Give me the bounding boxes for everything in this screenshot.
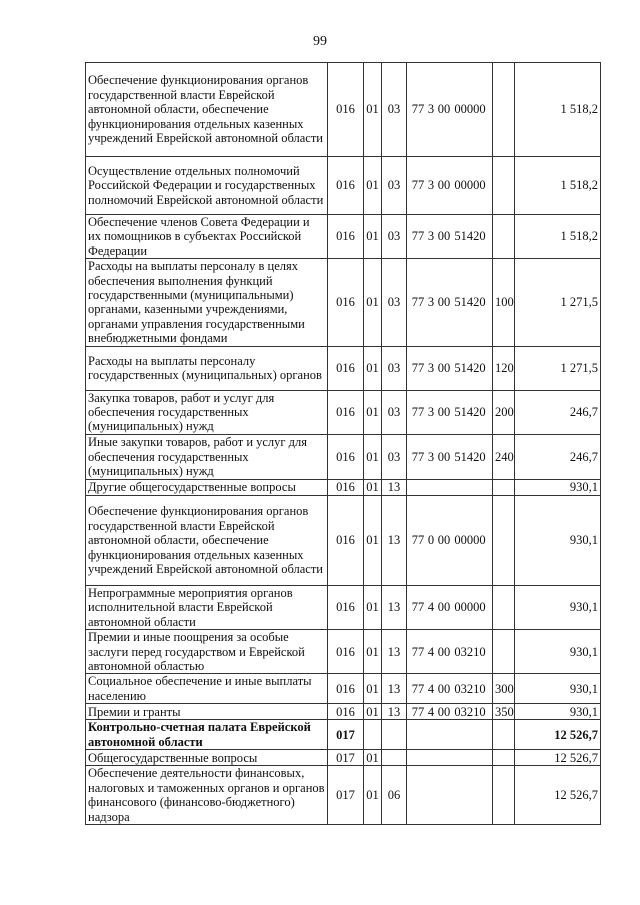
- row-rz: 01: [364, 674, 382, 704]
- csr-part: 00: [437, 681, 451, 696]
- row-ved: 016: [328, 434, 364, 479]
- csr-part: 51420: [454, 449, 486, 464]
- csr-part: 4: [427, 600, 435, 615]
- csr-part: 3: [427, 449, 435, 464]
- csr-part: 77: [411, 449, 425, 464]
- csr-part: 3: [427, 102, 435, 117]
- row-ved: 016: [328, 390, 364, 434]
- table-row: [86, 346, 601, 390]
- table-row: [86, 630, 601, 674]
- row-vr: [493, 215, 515, 259]
- row-rz: 01: [364, 259, 382, 346]
- row-sum: 930,1: [515, 704, 601, 720]
- row-ved: 016: [328, 630, 364, 674]
- csr-part: 00: [437, 229, 451, 244]
- row-sum: 1 518,2: [515, 157, 601, 215]
- row-rz: 01: [364, 630, 382, 674]
- row-name: Осуществление отдельных полномочий Российской Федерации и государственных полномочий Еврейской автономной области: [86, 157, 328, 215]
- row-name: Расходы на выплаты персоналу государственных (муниципальных) органов: [86, 346, 328, 390]
- csr-part: 77: [411, 533, 425, 548]
- csr-part: 3: [427, 295, 435, 310]
- csr-part: 4: [427, 704, 435, 719]
- table-row: [86, 720, 601, 750]
- row-ved: 016: [328, 674, 364, 704]
- csr-part: 3: [427, 229, 435, 244]
- row-ved: 016: [328, 215, 364, 259]
- row-pr: 03: [382, 215, 407, 259]
- row-name: Контрольно-счетная палата Еврейской автономной области: [86, 720, 328, 750]
- csr-part: 00000: [454, 533, 486, 548]
- csr-part: 00: [437, 533, 451, 548]
- csr-part: 00: [437, 360, 451, 375]
- row-sum: 246,7: [515, 434, 601, 479]
- table-row: [86, 750, 601, 766]
- csr-part: 00: [437, 295, 451, 310]
- csr-part: 77: [411, 360, 425, 375]
- csr-part: 77: [411, 600, 425, 615]
- row-sum: 12 526,7: [515, 766, 601, 825]
- row-name: Социальное обеспечение и иные выплаты населению: [86, 674, 328, 704]
- row-pr: 06: [382, 766, 407, 825]
- row-pr: [382, 720, 407, 750]
- row-pr: 13: [382, 704, 407, 720]
- row-rz: 01: [364, 495, 382, 585]
- row-ved: 016: [328, 585, 364, 629]
- row-sum: 1 271,5: [515, 259, 601, 346]
- row-sum: 1 518,2: [515, 215, 601, 259]
- row-pr: 03: [382, 390, 407, 434]
- row-vr: 200: [493, 390, 515, 434]
- row-vr: 300: [493, 674, 515, 704]
- row-name: Обеспечение членов Совета Федерации и их помощников в субъектах Российской Федерации: [86, 215, 328, 259]
- row-rz: 01: [364, 704, 382, 720]
- csr-part: 4: [427, 644, 435, 659]
- row-name: Премии и иные поощрения за особые заслуги перед государством и Еврейской автономной областью: [86, 630, 328, 674]
- csr-part: 00: [437, 178, 451, 193]
- row-vr: [493, 585, 515, 629]
- csr-part: 00: [437, 644, 451, 659]
- row-rz: 01: [364, 63, 382, 157]
- row-ved: 016: [328, 63, 364, 157]
- table-row: [86, 495, 601, 585]
- row-csr: [407, 479, 493, 495]
- row-csr: [407, 63, 493, 157]
- table-row: [86, 157, 601, 215]
- row-ved: 016: [328, 495, 364, 585]
- csr-part: 77: [411, 295, 425, 310]
- row-rz: 01: [364, 157, 382, 215]
- row-sum: 12 526,7: [515, 750, 601, 766]
- csr-part: 77: [411, 102, 425, 117]
- row-csr: [407, 495, 493, 585]
- row-ved: 016: [328, 704, 364, 720]
- row-name: Премии и гранты: [86, 704, 328, 720]
- row-name: Другие общегосударственные вопросы: [86, 479, 328, 495]
- row-ved: 017: [328, 720, 364, 750]
- table-row: [86, 766, 601, 825]
- row-csr: [407, 585, 493, 629]
- csr-part: 77: [411, 229, 425, 244]
- csr-part: 03210: [454, 681, 486, 696]
- table-row: [86, 704, 601, 720]
- row-csr: [407, 390, 493, 434]
- row-name: Общегосударственные вопросы: [86, 750, 328, 766]
- row-ved: 016: [328, 157, 364, 215]
- row-sum: 930,1: [515, 479, 601, 495]
- csr-part: 00: [437, 405, 451, 420]
- csr-part: 51420: [454, 295, 486, 310]
- row-name: Обеспечение функционирования органов государственной власти Еврейской автономной области, обеспечение функционирования отдельных казенных учреждений Еврейской автономной области: [86, 63, 328, 157]
- row-csr: [407, 750, 493, 766]
- row-csr: [407, 259, 493, 346]
- csr-part: 03210: [454, 644, 486, 659]
- csr-part: 77: [411, 178, 425, 193]
- csr-part: 00000: [454, 102, 486, 117]
- row-ved: 016: [328, 346, 364, 390]
- csr-part: 3: [427, 360, 435, 375]
- row-pr: 13: [382, 495, 407, 585]
- row-csr: [407, 157, 493, 215]
- budget-table: [85, 62, 601, 825]
- row-pr: 13: [382, 630, 407, 674]
- csr-part: 00000: [454, 178, 486, 193]
- csr-part: 00000: [454, 600, 486, 615]
- row-rz: 01: [364, 390, 382, 434]
- row-pr: 03: [382, 157, 407, 215]
- row-vr: [493, 720, 515, 750]
- row-name: Обеспечение функционирования органов государственной власти Еврейской автономной области, обеспечение функционирования отдельных казенных учреждений Еврейской автономной области: [86, 495, 328, 585]
- csr-part: 51420: [454, 229, 486, 244]
- csr-part: 51420: [454, 360, 486, 375]
- row-rz: 01: [364, 346, 382, 390]
- page-number: 99: [313, 34, 327, 49]
- row-name: Непрограммные мероприятия органов исполнительной власти Еврейской автономной области: [86, 585, 328, 629]
- row-rz: 01: [364, 215, 382, 259]
- row-csr: [407, 766, 493, 825]
- row-vr: 120: [493, 346, 515, 390]
- row-rz: [364, 720, 382, 750]
- row-sum: 246,7: [515, 390, 601, 434]
- row-name: Закупка товаров, работ и услуг для обеспечения государственных (муниципальных) нужд: [86, 390, 328, 434]
- row-vr: [493, 630, 515, 674]
- table-row: [86, 390, 601, 434]
- table-row: [86, 63, 601, 157]
- row-pr: [382, 750, 407, 766]
- row-rz: 01: [364, 479, 382, 495]
- budget-table-body: [86, 63, 601, 825]
- row-vr: [493, 157, 515, 215]
- row-sum: 1 518,2: [515, 63, 601, 157]
- row-vr: 350: [493, 704, 515, 720]
- row-vr: 240: [493, 434, 515, 479]
- table-row: [86, 434, 601, 479]
- row-pr: 03: [382, 346, 407, 390]
- row-pr: 03: [382, 434, 407, 479]
- row-csr: [407, 704, 493, 720]
- row-pr: 03: [382, 63, 407, 157]
- row-csr: [407, 434, 493, 479]
- table-row: [86, 674, 601, 704]
- row-vr: [493, 63, 515, 157]
- row-vr: [493, 479, 515, 495]
- csr-part: 0: [427, 533, 435, 548]
- row-sum: 1 271,5: [515, 346, 601, 390]
- csr-part: 00: [437, 600, 451, 615]
- row-sum: 930,1: [515, 495, 601, 585]
- csr-part: 51420: [454, 405, 486, 420]
- csr-part: 3: [427, 405, 435, 420]
- row-ved: 016: [328, 479, 364, 495]
- csr-part: 00: [437, 704, 451, 719]
- csr-part: 77: [411, 405, 425, 420]
- row-rz: 01: [364, 585, 382, 629]
- csr-part: 00: [437, 449, 451, 464]
- row-ved: 016: [328, 259, 364, 346]
- csr-part: 4: [427, 681, 435, 696]
- table-row: [86, 259, 601, 346]
- row-sum: 930,1: [515, 674, 601, 704]
- row-name: Расходы на выплаты персоналу в целях обеспечения выполнения функций государственными (муниципальными) органами, казенными учреждениями, органами управления государственными внебюджетными фондами: [86, 259, 328, 346]
- row-name: Обеспечение деятельности финансовых, налоговых и таможенных органов и органов финансового (финансово-бюджетного) надзора: [86, 766, 328, 825]
- row-rz: 01: [364, 766, 382, 825]
- row-sum: 930,1: [515, 585, 601, 629]
- row-csr: [407, 346, 493, 390]
- csr-part: 77: [411, 644, 425, 659]
- row-pr: 13: [382, 585, 407, 629]
- table-row: [86, 585, 601, 629]
- row-ved: 017: [328, 766, 364, 825]
- row-sum: 12 526,7: [515, 720, 601, 750]
- row-csr: [407, 674, 493, 704]
- csr-part: 3: [427, 178, 435, 193]
- row-csr: [407, 630, 493, 674]
- row-ved: 017: [328, 750, 364, 766]
- row-name: Иные закупки товаров, работ и услуг для обеспечения государственных (муниципальных) нужд: [86, 434, 328, 479]
- csr-part: 77: [411, 681, 425, 696]
- row-vr: [493, 750, 515, 766]
- row-rz: 01: [364, 750, 382, 766]
- csr-part: 77: [411, 704, 425, 719]
- row-vr: 100: [493, 259, 515, 346]
- row-csr: [407, 720, 493, 750]
- csr-part: 03210: [454, 704, 486, 719]
- row-pr: 03: [382, 259, 407, 346]
- row-vr: [493, 495, 515, 585]
- row-csr: [407, 215, 493, 259]
- row-pr: 13: [382, 479, 407, 495]
- row-pr: 13: [382, 674, 407, 704]
- row-sum: 930,1: [515, 630, 601, 674]
- table-row: [86, 215, 601, 259]
- row-vr: [493, 766, 515, 825]
- row-rz: 01: [364, 434, 382, 479]
- table-row: [86, 479, 601, 495]
- csr-part: 00: [437, 102, 451, 117]
